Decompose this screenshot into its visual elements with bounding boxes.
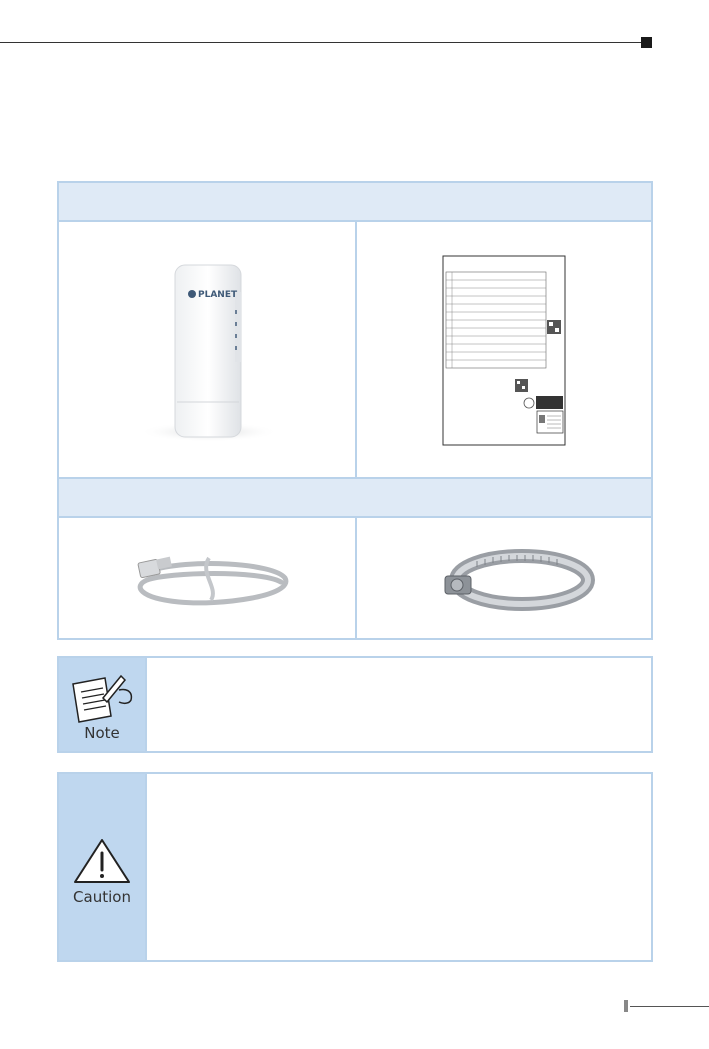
qr-code-icon-2 — [515, 379, 528, 392]
mounting-clamp-cell — [357, 518, 653, 638]
device-brand-logo: PLANET — [198, 290, 238, 300]
quick-installation-guide-image — [357, 222, 653, 477]
ethernet-cable-cell — [59, 518, 355, 638]
metal-strap-clamp-image — [357, 518, 653, 638]
caution-label: Caution — [73, 888, 131, 906]
table-header-row-2 — [59, 477, 651, 518]
ethernet-cable-image — [59, 518, 355, 638]
warning-triangle-icon — [59, 836, 145, 886]
caution-side-panel — [59, 774, 147, 960]
table-header-row-1 — [59, 183, 651, 222]
header-rule — [0, 42, 644, 43]
package-contents-table — [57, 181, 653, 640]
note-label: Note — [84, 724, 120, 742]
compliance-label — [536, 396, 563, 409]
access-point-device-image — [59, 222, 355, 477]
footer-marker — [624, 1000, 628, 1012]
caution-callout — [57, 772, 653, 962]
quick-guide-image-cell — [357, 222, 653, 477]
note-side-panel — [59, 658, 147, 751]
header-square-marker — [641, 37, 652, 48]
footer-rule — [630, 1006, 709, 1007]
note-pencil-icon — [59, 668, 145, 728]
device-image-cell — [59, 222, 355, 477]
note-callout — [57, 656, 653, 753]
